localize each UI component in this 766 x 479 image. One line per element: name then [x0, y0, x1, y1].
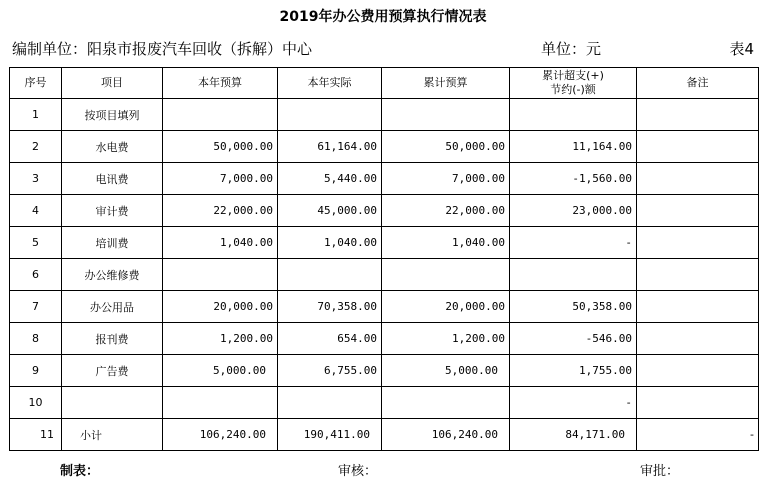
approver-label: 审批： [640, 464, 680, 479]
cell-seq: 10 [10, 387, 62, 419]
cell-budget [163, 99, 278, 131]
cell-budget: 1,040.00 [163, 227, 278, 259]
cell-note [637, 387, 759, 419]
cell-cumulative-budget: 1,040.00 [382, 227, 510, 259]
cell-actual: 654.00 [278, 323, 382, 355]
cell-budget: 5,000.00 [163, 355, 278, 387]
col-header-difference-line2: 节约(-)额 [550, 83, 596, 96]
cell-item: 广告费 [62, 355, 163, 387]
table-row [10, 163, 759, 195]
cell-budget: 7,000.00 [163, 163, 278, 195]
cell-actual: 70,358.00 [278, 291, 382, 323]
table-row-subtotal [10, 419, 759, 451]
cell-budget: 106,240.00 [163, 419, 278, 451]
table-row [10, 291, 759, 323]
cell-budget: 22,000.00 [163, 195, 278, 227]
cell-seq: 7 [10, 291, 62, 323]
cell-note [637, 163, 759, 195]
cell-seq: 4 [10, 195, 62, 227]
cell-seq: 2 [10, 131, 62, 163]
cell-actual: 1,040.00 [278, 227, 382, 259]
cell-note: - [637, 419, 759, 451]
cell-difference: -1,560.00 [510, 163, 637, 195]
col-header-difference [510, 68, 637, 99]
cell-item: 小计 [62, 419, 163, 451]
table-row [10, 323, 759, 355]
cell-seq: 11 [10, 419, 62, 451]
cell-difference [510, 259, 637, 291]
col-header-difference-line1: 累计超支(+) [542, 69, 604, 82]
cell-actual: 61,164.00 [278, 131, 382, 163]
cell-note [637, 99, 759, 131]
cell-item: 水电费 [62, 131, 163, 163]
cell-actual: 45,000.00 [278, 195, 382, 227]
col-header-item: 项目 [62, 68, 163, 99]
cell-actual [278, 387, 382, 419]
cell-cumulative-budget: 1,200.00 [382, 323, 510, 355]
report-title: 2019年办公费用预算执行情况表 [279, 9, 487, 25]
cell-actual: 6,755.00 [278, 355, 382, 387]
cell-actual [278, 259, 382, 291]
cell-seq: 8 [10, 323, 62, 355]
cell-note [637, 291, 759, 323]
cell-seq: 5 [10, 227, 62, 259]
cell-difference: 50,358.00 [510, 291, 637, 323]
maker-label: 制表： [60, 464, 100, 479]
cell-note [637, 259, 759, 291]
cell-cumulative-budget [382, 387, 510, 419]
cell-difference: 84,171.00 [510, 419, 637, 451]
cell-note [637, 227, 759, 259]
cell-difference: 1,755.00 [510, 355, 637, 387]
cell-budget [163, 387, 278, 419]
cell-budget: 20,000.00 [163, 291, 278, 323]
cell-cumulative-budget: 5,000.00 [382, 355, 510, 387]
cell-seq: 3 [10, 163, 62, 195]
cell-cumulative-budget [382, 259, 510, 291]
col-header-note: 备注 [637, 68, 759, 99]
table-row [10, 99, 759, 131]
table-row [10, 259, 759, 291]
cell-item: 报刊费 [62, 323, 163, 355]
signature-footer [0, 460, 766, 478]
cell-item: 按项目填列 [62, 99, 163, 131]
cell-cumulative-budget: 7,000.00 [382, 163, 510, 195]
cell-difference: 11,164.00 [510, 131, 637, 163]
cell-difference: -546.00 [510, 323, 637, 355]
cell-actual: 190,411.00 [278, 419, 382, 451]
report-meta [0, 38, 766, 60]
col-header-seq: 序号 [10, 68, 62, 99]
cell-item: 电讯费 [62, 163, 163, 195]
cell-cumulative-budget: 50,000.00 [382, 131, 510, 163]
cell-seq: 1 [10, 99, 62, 131]
col-header-actual: 本年实际 [278, 68, 382, 99]
table-row [10, 387, 759, 419]
cell-item: 办公用品 [62, 291, 163, 323]
cell-note [637, 355, 759, 387]
cell-cumulative-budget: 22,000.00 [382, 195, 510, 227]
cell-actual: 5,440.00 [278, 163, 382, 195]
cell-budget: 50,000.00 [163, 131, 278, 163]
unit-label: 单位：元 [541, 40, 602, 58]
cell-cumulative-budget [382, 99, 510, 131]
cell-item: 审计费 [62, 195, 163, 227]
cell-item: 培训费 [62, 227, 163, 259]
cell-budget [163, 259, 278, 291]
checker-label: 审核： [338, 464, 378, 479]
cell-item: 办公维修费 [62, 259, 163, 291]
table-row [10, 195, 759, 227]
cell-item [62, 387, 163, 419]
cell-difference: - [510, 227, 637, 259]
budget-table [9, 67, 759, 451]
cell-cumulative-budget: 106,240.00 [382, 419, 510, 451]
cell-actual [278, 99, 382, 131]
cell-seq: 6 [10, 259, 62, 291]
col-header-budget: 本年预算 [163, 68, 278, 99]
cell-difference: - [510, 387, 637, 419]
table-row [10, 227, 759, 259]
cell-note [637, 195, 759, 227]
org-label: 编制单位：阳泉市报废汽车回收（拆解）中心 [12, 40, 313, 58]
cell-cumulative-budget: 20,000.00 [382, 291, 510, 323]
cell-note [637, 323, 759, 355]
cell-difference [510, 99, 637, 131]
cell-budget: 1,200.00 [163, 323, 278, 355]
table-number: 表4 [729, 40, 754, 58]
cell-note [637, 131, 759, 163]
cell-difference: 23,000.00 [510, 195, 637, 227]
table-row [10, 355, 759, 387]
cell-seq: 9 [10, 355, 62, 387]
table-header-row [10, 68, 759, 99]
col-header-cumulative-budget: 累计预算 [382, 68, 510, 99]
table-row [10, 131, 759, 163]
